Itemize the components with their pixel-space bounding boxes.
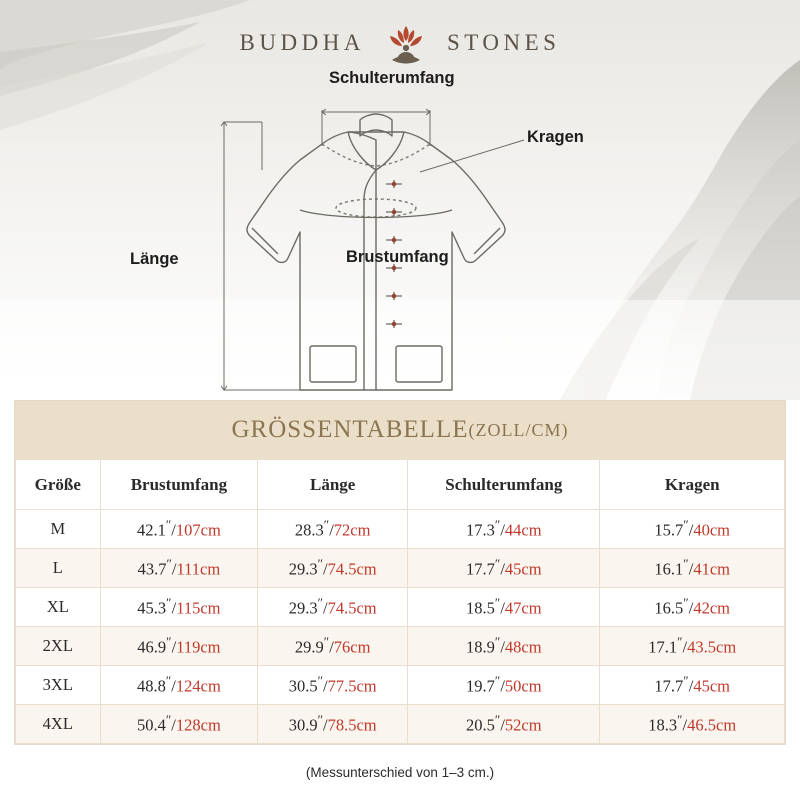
value-centimeters: 45cm [693,676,730,696]
size-table-title [15,401,785,459]
value-centimeters: 111cm [176,559,221,579]
value-inches: 17.7 [466,559,495,579]
value-separator: / [682,637,688,657]
cell-length [258,510,408,549]
value-inches: 29.3 [288,559,318,579]
value-inches: 16.5 [654,598,684,618]
value-separator: / [688,520,694,540]
value-separator: / [500,520,505,540]
value-inches: 30.5 [288,676,318,696]
value-centimeters: 45cm [504,559,542,579]
label-shoulder: Schulterumfang [329,69,455,87]
value-separator: / [329,637,334,657]
value-separator: / [329,520,334,540]
inch-symbol: ″ [494,673,501,689]
table-row [16,510,785,549]
value-inches: 19.7 [466,676,495,696]
cell-length [258,705,408,744]
cell-chest [100,627,258,666]
value-separator: / [500,637,505,657]
value-separator: / [171,559,177,579]
value-inches: 18.9 [466,637,495,657]
inch-symbol: ″ [317,712,324,728]
value-inches: 16.1 [654,559,684,579]
cell-size: 2XL [16,627,101,666]
value-separator: / [500,598,505,618]
value-centimeters: 48cm [504,637,542,657]
value-inches: 29.3 [288,598,318,618]
value-separator: / [688,598,694,618]
table-row [16,549,785,588]
inch-symbol: ″ [683,595,689,611]
value-inches: 18.3 [648,715,678,735]
cell-shoulder [408,549,600,588]
cell-chest [100,510,258,549]
inch-symbol: ″ [494,556,501,572]
inch-symbol: ″ [494,712,501,728]
cell-collar [600,588,785,627]
size-table-title-unit: (ZOLL/CM) [468,419,569,440]
brand-word-right: STONES [446,30,561,55]
table-row [16,588,785,627]
cell-collar [600,627,785,666]
inch-symbol: ″ [683,673,689,689]
inch-symbol: ″ [317,595,324,611]
inch-symbol: ″ [494,634,501,650]
value-centimeters: 72cm [333,520,371,540]
cell-collar [600,705,785,744]
value-separator: / [171,676,176,696]
cell-size: 3XL [16,666,101,705]
cell-shoulder [408,705,600,744]
table-row [16,705,785,744]
value-centimeters: 78.5cm [327,715,377,735]
value-inches: 29.9 [294,637,324,657]
value-centimeters: 107cm [175,520,221,540]
value-centimeters: 128cm [175,715,221,735]
value-inches: 30.9 [288,715,318,735]
cell-length [258,588,408,627]
value-separator: / [500,715,505,735]
brand-word-left: BUDDHA [239,30,365,55]
value-centimeters: 42cm [693,598,730,618]
label-length: Länge [130,250,179,268]
value-inches: 15.7 [654,520,684,540]
inch-symbol: ″ [317,556,324,572]
size-table [14,400,786,745]
value-separator: / [323,676,328,696]
garment-measurement-diagram [0,60,800,400]
value-centimeters: 124cm [175,676,221,696]
cell-chest [100,705,258,744]
cell-size: M [16,510,101,549]
value-centimeters: 50cm [504,676,542,696]
value-inches: 20.5 [466,715,495,735]
measurement-note: (Messunterschied von 1–3 cm.) [305,765,495,780]
value-centimeters: 74.5cm [327,559,377,579]
cell-size: 4XL [16,705,101,744]
value-inches: 48.8 [136,676,166,696]
value-inches: 50.4 [136,715,166,735]
cell-chest [100,666,258,705]
value-centimeters: 74.5cm [327,598,377,618]
column-header-chest: Brustumfang [100,460,258,510]
value-inches: 43.7 [137,559,167,579]
value-centimeters: 52cm [504,715,542,735]
measurements-table [15,459,785,744]
cell-collar [600,666,785,705]
lotus-meditation-icon [379,21,433,65]
inch-symbol: ″ [166,634,172,650]
value-centimeters: 76cm [333,637,371,657]
table-row [16,666,785,705]
inch-symbol: ″ [166,595,172,611]
value-centimeters: 43.5cm [687,637,737,657]
value-separator: / [171,520,176,540]
value-inches: 42.1 [136,520,166,540]
cell-size: XL [16,588,101,627]
value-inches: 45.3 [137,598,167,618]
value-separator: / [500,676,505,696]
value-separator: / [171,715,176,735]
cell-length [258,627,408,666]
inch-symbol: ″ [165,712,172,728]
column-header-length: Länge [258,460,408,510]
cell-collar [600,549,785,588]
inch-symbol: ″ [165,517,172,533]
value-inches: 28.3 [294,520,324,540]
inch-symbol: ″ [677,712,683,728]
inch-symbol: ″ [683,517,689,533]
value-separator: / [682,715,688,735]
cell-collar [600,510,785,549]
cell-length [258,549,408,588]
value-separator: / [323,598,328,618]
cell-chest [100,588,258,627]
value-separator: / [171,598,177,618]
column-header-shoulder: Schulterumfang [408,460,600,510]
value-centimeters: 77.5cm [327,676,377,696]
cell-shoulder [408,588,600,627]
inch-symbol: ″ [494,595,501,611]
value-separator: / [688,676,694,696]
cell-shoulder [408,666,600,705]
inch-symbol: ″ [677,634,683,650]
value-centimeters: 115cm [176,598,221,618]
inch-symbol: ″ [165,673,172,689]
value-centimeters: 46.5cm [687,715,737,735]
label-collar: Kragen [527,128,584,146]
value-inches: 17.7 [654,676,684,696]
cell-shoulder [408,510,600,549]
value-inches: 17.1 [648,637,678,657]
value-inches: 18.5 [466,598,495,618]
value-centimeters: 44cm [504,520,542,540]
value-separator: / [171,637,177,657]
value-centimeters: 47cm [504,598,542,618]
value-inches: 46.9 [137,637,167,657]
value-inches: 17.3 [466,520,495,540]
value-separator: / [323,715,328,735]
value-separator: / [500,559,505,579]
table-header-row [16,460,785,510]
inch-symbol: ″ [323,517,330,533]
column-header-collar: Kragen [600,460,785,510]
table-row [16,627,785,666]
value-centimeters: 41cm [693,559,730,579]
cell-size: L [16,549,101,588]
value-centimeters: 40cm [693,520,730,540]
value-centimeters: 119cm [176,637,221,657]
inch-symbol: ″ [166,556,172,572]
inch-symbol: ″ [317,673,324,689]
cell-chest [100,549,258,588]
size-table-title-main: GRÖSSENTABELLE [231,416,469,443]
inch-symbol: ″ [494,517,501,533]
column-header-size: Größe [16,460,101,510]
label-chest: Brustumfang [346,248,449,266]
cell-shoulder [408,627,600,666]
value-separator: / [323,559,328,579]
inch-symbol: ″ [323,634,330,650]
cell-length [258,666,408,705]
inch-symbol: ″ [683,556,689,572]
value-separator: / [688,559,694,579]
